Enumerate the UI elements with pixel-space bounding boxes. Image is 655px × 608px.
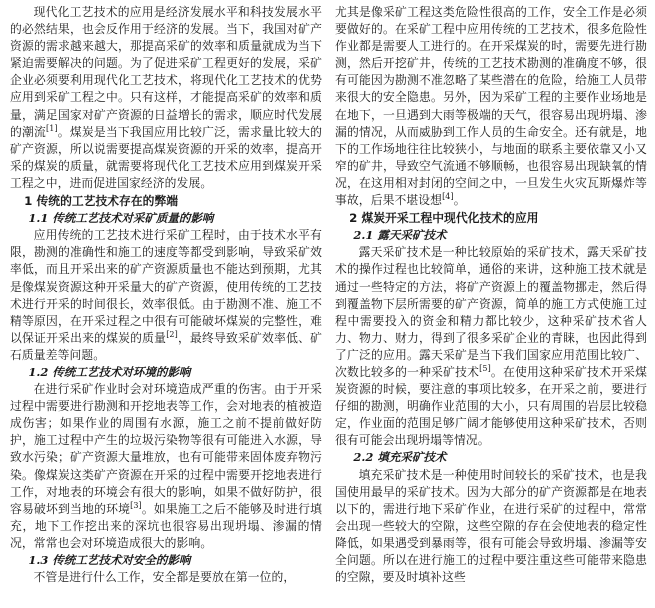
paragraph-2-1: 露天采矿技术是一种比较原始的采矿技术，露天采矿技术的操作过程也比较简单，通俗的来讲，这种施工技术就是通过一些特定的方法，将矿产资源上的覆盖物挪走，然后得到覆盖物下层所需要的矿产资源，简单的施工方式使施工过程中需要投入的资金和精力都比较少，这种采矿技术省人力、物力、财力，得到了很多采矿企业的青睐，也因此得到了广泛的应用。露天采矿是当下我们国家应用范围比较广、次数比较多的一种采矿技术[5]。在使用这种采矿技术开采煤炭资源的时候，要注意的事项比较多，在开采之前，要进行仔细的勘测，明确作业范围的大小，只有周围的岩层比较稳定，作业面的范围足够广阔才能够使用这种采矿技术，否则很有可能会出现坍塌等情况。	[335, 245, 647, 448]
citation-3: [3]	[130, 500, 142, 510]
left-column	[10, 4, 322, 608]
paragraph-1-2: 在进行采矿作业时会对环境造成严重的伤害。由于开采过程中需要进行勘测和开挖地表等工作，会对地表的植被造成伤害；如果作业的周围有水源，施工之前不提前做好防护，施工过程中产生的垃圾污染物等很有可能进入水源，导致水污染；矿产资源大量堆放，也有可能带来固体废弃物污染。像煤炭这类矿产资源在开采的过程中需要开挖地表进行工作，对地表的环境会有很大的影响，如果不做好防护，很容易破坏到当地的环境[3]。如果施工之后不能够及时进行填充，地下工作挖出来的深坑也很容易出现坍塌、渗漏的情况，常常也会对环境造成很大的影响。	[10, 382, 322, 550]
section-1-heading: 1 传统的工艺技术存在的弊端	[24, 194, 179, 209]
citation-5: [5]	[479, 364, 491, 374]
citation-2: [2]	[166, 329, 178, 339]
section-2-heading: 2 煤炭开采工程中现代化技术的应用	[349, 211, 539, 226]
subsection-2-1-heading: 2.1 露天采矿技术	[353, 228, 447, 243]
citation-1: [1]	[46, 123, 58, 133]
paragraph-1-1: 应用传统的工艺技术进行采矿工程时，由于技术水平有限，勘测的准确性和施工的速度等都受到影响，导致采矿效率低，而且开采出来的矿产资源质量也不能达到预期，尤其是像煤炭资源这种开采量大的矿产资源，使用传统的工艺技术进行开采的时间很长，效率很低。由于勘测不准、施工不精等原因，在开采过程之中很有可能破坏煤炭的完整性，难以保证开采出来的煤炭的质量[2]，最终导致采矿效率低、矿石质量差等问题。	[10, 228, 322, 362]
citation-4: [4]	[442, 192, 454, 202]
subsection-1-1-heading: 1.1 传统工艺技术对采矿质量的影响	[28, 211, 214, 226]
paragraph-1-3-continued: 尤其是像采矿工程这类危险性很高的工作，安全工作是必须要做好的。在采矿工程中应用传统的工艺技术，很多危险性作业都是需要人工进行的。在开采煤炭的时，需要先进行勘测，然后开挖矿井，传统的工艺技术勘测的准确度不够，很有可能因为勘测不准忽略了某些潜在的危险，给施工人员带来很大的安全隐患。另外，因为采矿工程的主要作业场地是在地下，一旦遇到大雨等极端的天气，很容易出现坍塌、渗漏的情况，从而威胁到工作人员的生命安全。还有就是，地下的工作场地往往比较狭小，与地面的联系主要依靠又小又窄的矿井，导致空气流通不够顺畅，也很容易出现缺氧的情况，在这用相对封闭的空间之中，一旦发生火灾瓦斯爆炸等事故，后果不堪设想[4]。	[335, 5, 647, 208]
subsection-1-3-heading: 1.3 传统工艺技术对安全的影响	[28, 553, 191, 567]
paragraph-1-3: 不管是进行什么工作，安全都是要放在第一位的，	[33, 570, 296, 585]
intro-paragraph: 现代化工艺技术的应用是经济发展水平和科技发展水平的必然结果，也会反作用于经济的发展。当下，我国对矿产资源的需求越来越大，那提高采矿的效率和质量就成为当下紧迫需要解决的问题。为了促进采矿工程更好的发展，采矿企业必须要利用现代化工艺技术，将现代化工艺技术的优势应用到采矿工程之中。只有这样，才能提高采矿的效率和质量，满足国家对矿产资源的日益增长的需求，顺应时代发展的潮流[1]。煤炭是当下我国应用比较广泛，需求量比较大的矿产资源，所以说需要提高煤炭资源的开采的效率，提高开采的煤炭的质量，就需要将现代化工艺技术应用到煤炭开采工程之中，进而促进国家经济的发展。	[10, 5, 322, 190]
subsection-2-2-heading: 2.2 填充采矿技术	[353, 450, 447, 465]
subsection-1-2-heading: 1.2 传统工艺技术对环境的影响	[28, 364, 191, 379]
paragraph-2-2: 填充采矿技术是一种使用时间较长的采矿技术，也是我国使用最早的采矿技术。因为大部分的矿产资源都是在地表以下的，需进行地下采矿作业，在进行采矿的过程中，常常会出现一些较大的空隙，这些空隙的存在会使地表的稳定性降低，如果遇受到暴雨等，很有可能会导致坍塌、渗漏等安全问题。所以在进行施工的过程中要注重这些可能带来隐患的空隙，要及时填补这些	[335, 467, 647, 585]
right-column	[335, 4, 647, 608]
